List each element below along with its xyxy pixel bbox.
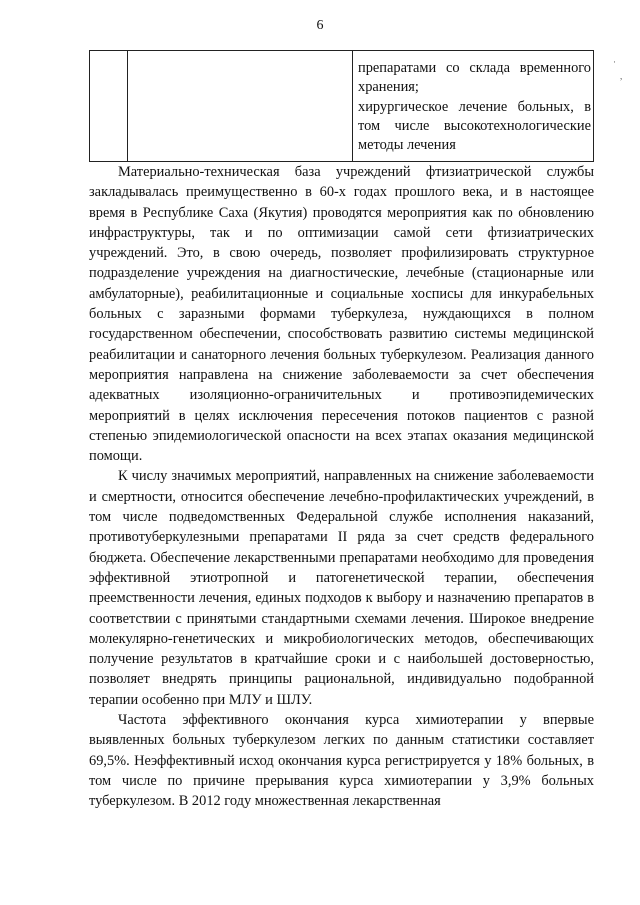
table-row xyxy=(90,51,594,162)
table-cell-line: препаратами со склада временного хранения; xyxy=(358,60,591,96)
scan-artifact-mark: · xyxy=(613,57,616,67)
table-fragment xyxy=(89,50,594,162)
page-number: 6 xyxy=(316,18,324,33)
paragraph: Материально-техническая база учреждений фтизиатрической службы закладывалась преимущественно в 60-х годах прошлого века, и в настоящее время в Республике Саха (Якутия) проводятся мероприятия как по обновлению инфраструктуры, так и по оптимизации самой сети фтизиатрических учреждений. Это, в свою очередь, позволяет профилизировать структурное подразделение учреждения на диагностические, лечебные (стационарные или амбулаторные), реабилитационные и социальные хосписы для инкурабельных больных с заразными формами туберкулеза, нуждающихся в полном государственном обеспечении, способствовать развитию системы медицинской реабилитации и санаторного лечения больных туберкулезом. Реализация данного мероприятия направлена на снижение заболеваемости за счет обеспечения адекватных изоляционно-ограничительных и противоэпидемических мероприятий в целях исключения пересечения потоков пациентов с разной степенью эпидемиологической опасности на всех этапах оказания медицинской помощи. xyxy=(89,164,594,465)
table-cell-measures xyxy=(353,51,594,162)
table-cell-empty-2 xyxy=(128,51,353,162)
scan-artifact-mark: , xyxy=(620,71,623,81)
body-text xyxy=(89,162,594,812)
table-cell-empty-1 xyxy=(90,51,128,162)
paragraph: Частота эффективного окончания курса химиотерапии у впервые выявленных больных туберкулезом легких по данным статистики составляет 69,5%. Неэффективный исход окончания курса регистрируется у 18% больных, в том числе по причине прерывания курса химиотерапии у 3,9% больных туберкулезом. В 2012 году множественная лекарственная xyxy=(89,712,594,810)
paragraph: К числу значимых мероприятий, направленных на снижение заболеваемости и смертности, относится обеспечение лечебно-профилактических учреждений, в том числе подведомственных Федеральной службе исполнения наказаний, противотуберкулезными препаратами II ряда за счет средств федерального бюджета. Обеспечение лекарственными препаратами необходимо для проведения эффективной этиотропной и патогенетической терапии, обеспечения преемственности лечения, единых подходов к выбору и назначению препаратов в соответствии с принятыми стандартными схемами лечения. Широкое внедрение молекулярно-генетических и микробиологических методов, обеспечивающих получение результатов в кратчайшие сроки и с наибольшей достоверностью, позволяет внедрять принципы рациональной, индивидуально подобранной терапии особенно при МЛУ и ШЛУ. xyxy=(89,468,594,708)
table-cell-line: хирургическое лечение больных, в том числе высокотехнологические методы лечения xyxy=(358,98,591,154)
